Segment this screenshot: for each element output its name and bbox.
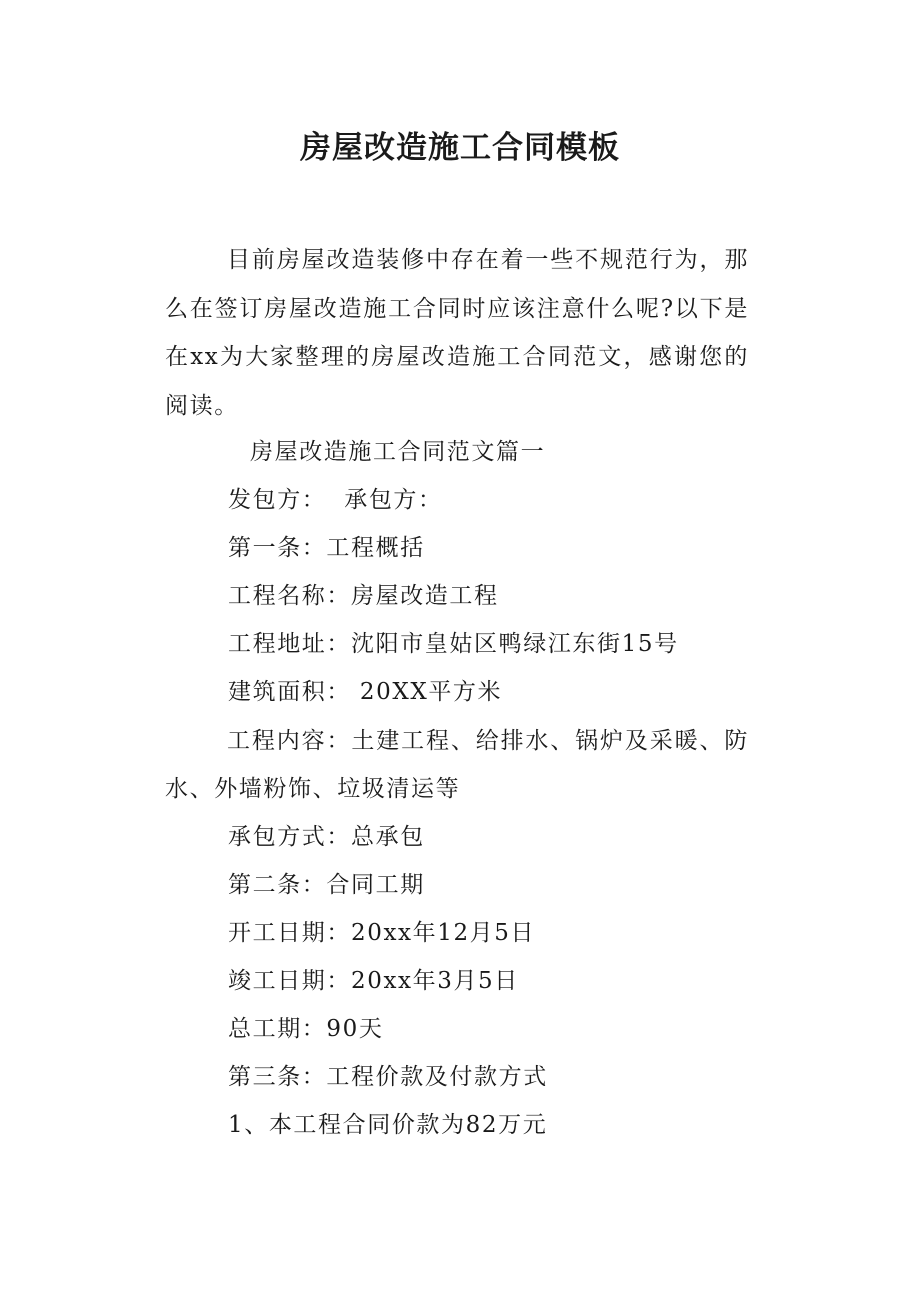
total-period-line: 总工期：90天 [228,1016,384,1042]
article-1-heading: 第一条：工程概括 [228,535,425,561]
building-area-line: 建筑面积： 20XX平方米 [228,679,503,705]
end-date-line: 竣工日期：20xx年3月5日 [228,968,519,994]
document-title: 房屋改造施工合同模板 [300,130,620,166]
project-address-line: 工程地址：沈阳市皇姑区鸭绿江东街15号 [228,631,679,657]
start-date-line: 开工日期：20xx年12月5日 [228,920,536,946]
article-3-heading: 第三条：工程价款及付款方式 [228,1064,548,1090]
section-title: 房屋改造施工合同范文篇一 [250,439,546,465]
article-2-heading: 第二条：合同工期 [228,872,425,898]
contract-mode-line: 承包方式：总承包 [228,824,425,850]
intro-paragraph: 目前房屋改造装修中存在着一些不规范行为，那么在签订房屋改造施工合同时应该注意什么呢?以下是在xx为大家整理的房屋改造施工合同范文，感谢您的阅读。 [165,247,749,419]
project-content-paragraph: 工程内容：土建工程、给排水、锅炉及采暖、防水、外墙粉饰、垃圾清运等 [165,728,749,802]
payment-item-1: 1、本工程合同价款为82万元 [228,1112,548,1138]
parties-line: 发包方： 承包方： [228,487,443,513]
project-name-line: 工程名称：房屋改造工程 [228,583,499,609]
